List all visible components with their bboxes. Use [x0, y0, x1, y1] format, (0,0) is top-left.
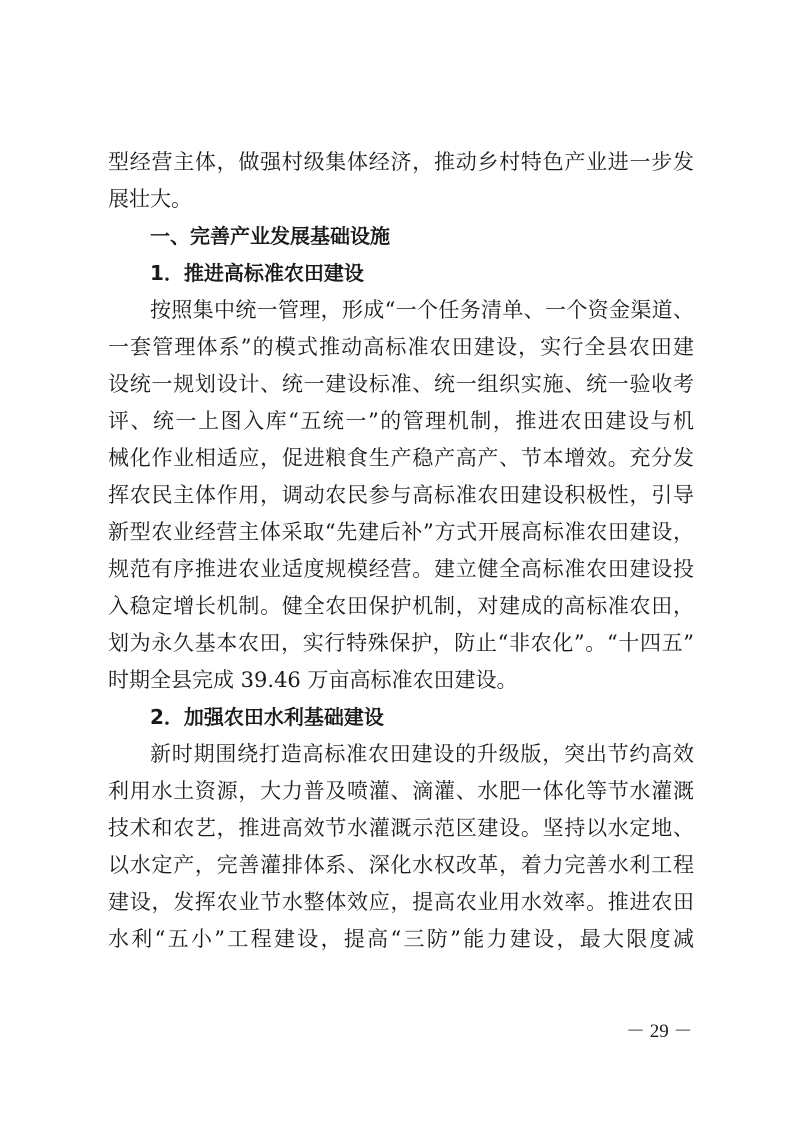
- paragraph-line: 规范有序推进农业适度规模经营。建立健全高标准农田建设投: [108, 557, 694, 581]
- paragraph-line: 型经营主体，做强村级集体经济，推动乡村特色产业进一步发: [108, 150, 694, 174]
- paragraph-line: 入稳定增长机制。健全农田保护机制，对建成的高标准农田，: [108, 594, 694, 618]
- document-body: [108, 148, 694, 962]
- paragraph-line: 技术和农艺，推进高效节水灌溉示范区建设。坚持以水定地、: [108, 816, 694, 840]
- paragraph-line: 挥农民主体作用，调动农民参与高标准农田建设积极性，引导: [108, 483, 694, 507]
- page-number: － 29 －: [626, 1021, 693, 1042]
- paragraph-line: 设统一规划设计、统一建设标准、统一组织实施、统一验收考: [108, 372, 694, 396]
- paragraph-line: 时期全县完成 39.46 万亩高标准农田建设。: [108, 668, 518, 692]
- paragraph-line: 械化作业相适应，促进粮食生产稳产高产、节本增效。充分发: [108, 446, 694, 470]
- paragraph-line: 利用水土资源，大力普及喷灌、滴灌、水肥一体化等节水灌溉: [108, 779, 694, 803]
- section-heading: 一、完善产业发展基础设施: [150, 224, 390, 248]
- paragraph-line: 建设，发挥农业节水整体效应，提高农业用水效率。推进农田: [108, 890, 694, 914]
- paragraph-line: 划为永久基本农田，实行特殊保护，防止“非农化”。“十四五”: [108, 631, 694, 655]
- subsection-heading: 2．加强农田水利基础建设: [150, 705, 384, 729]
- paragraph-line: 展壮大。: [108, 187, 192, 211]
- paragraph-line: 新时期围绕打造高标准农田建设的升级版，突出节约高效: [150, 742, 694, 766]
- paragraph-line: 按照集中统一管理，形成“一个任务清单、一个资金渠道、: [150, 298, 694, 322]
- paragraph-line: 评、统一上图入库“五统一”的管理机制，推进农田建设与机: [108, 409, 694, 433]
- paragraph-line: 一套管理体系”的模式推动高标准农田建设，实行全县农田建: [108, 335, 694, 359]
- subsection-heading: 1．推进高标准农田建设: [150, 261, 364, 285]
- paragraph-line: 以水定产，完善灌排体系、深化水权改革，着力完善水利工程: [108, 853, 694, 877]
- paragraph-line: 新型农业经营主体采取“先建后补”方式开展高标准农田建设，: [108, 520, 694, 544]
- paragraph-line: 水利“五小”工程建设，提高“三防”能力建设，最大限度减: [108, 927, 694, 951]
